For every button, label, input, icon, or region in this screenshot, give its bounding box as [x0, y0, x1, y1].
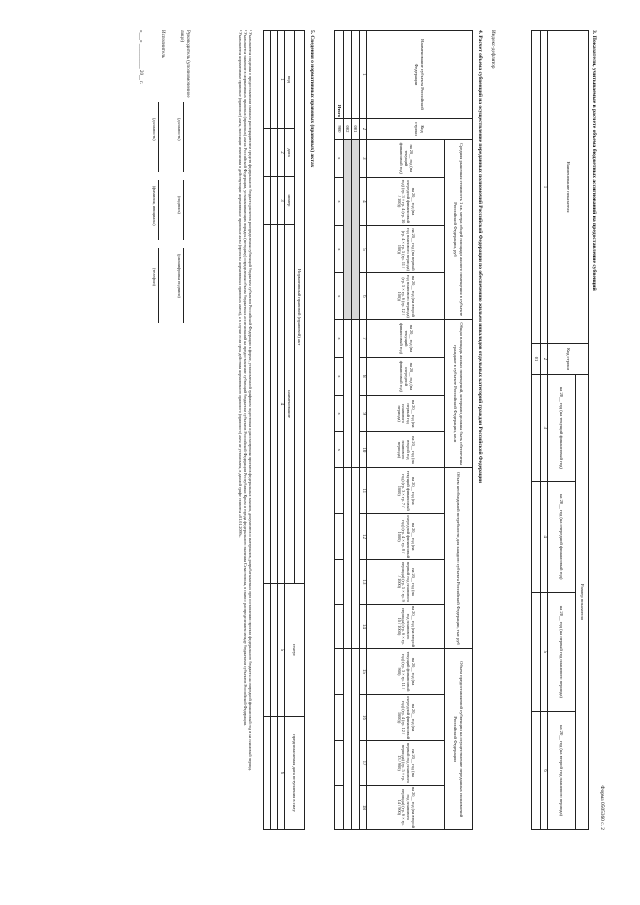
s4-total-cell: x — [335, 357, 344, 395]
signature-line — [183, 102, 184, 172]
table-row — [352, 31, 360, 830]
section5-table — [263, 30, 305, 830]
s4-col: на 20__ год (на второй год планового периода) (гр. 5 × гр. 6 (гр. 12 / 100)) — [367, 273, 445, 320]
s5-col-date: дата — [285, 129, 295, 177]
s4-grp-area: Общая площадь жилых помещений, которыми должны быть обеспечены граждане в субъекте Российской Федерации, кв.м — [445, 320, 473, 468]
s5-col-number: номер — [285, 177, 295, 225]
section4-table — [334, 30, 473, 830]
signature-line — [183, 180, 184, 240]
s4-col: на 20__ год (на текущий финансовый год) (гр. 3 × гр. 11 / 900) — [367, 649, 445, 695]
s3-col-name: Наименование показателя — [548, 31, 589, 344]
cell — [352, 649, 360, 830]
signature-line — [158, 102, 159, 172]
s3-num: 1 — [541, 31, 548, 344]
cell — [352, 31, 360, 119]
cell — [344, 468, 352, 649]
s4-num: 11 — [360, 468, 367, 514]
s5-num: 1 — [278, 31, 285, 129]
caption: (фамилия, инициалы) — [152, 186, 157, 226]
s4-col: на 20__ год (на первый год планового периода) — [367, 395, 445, 431]
signature-line — [158, 248, 159, 323]
s4-total-cell — [335, 604, 344, 649]
s4-col: на 20__ год (на первый год планового периода) (гр. 5 × гр. 9 / 1000) — [367, 560, 445, 604]
cell — [344, 320, 352, 468]
cell — [264, 129, 271, 177]
s4-col: на 20__ год (на первый год планового периода) (гр. 4 × гр. 5 (гр. 11 / 100)) — [367, 226, 445, 273]
s4-total-cell — [335, 560, 344, 604]
s4-total-cell: x — [335, 432, 344, 468]
s3-col-y4: на 20__ год (на второй год планового периода) — [548, 712, 576, 830]
cell — [271, 177, 278, 225]
cell — [264, 225, 271, 584]
caption: (должность) — [177, 118, 182, 141]
signature-line — [183, 248, 184, 323]
cell — [532, 375, 541, 482]
cell — [344, 140, 352, 320]
s4-total-cell: x — [335, 395, 344, 431]
s4-num: 15 — [360, 649, 367, 695]
rotated-form — [75, 30, 605, 830]
s5-num: 6 — [278, 717, 285, 830]
cell — [264, 177, 271, 225]
table-row — [532, 31, 541, 830]
s4-grp-sub: Объем предоставляемой субвенции на осуществление переданных полномочий Российской Федерации — [445, 649, 473, 830]
footnote: ³ Указываются нормативные правовые (правовые) акты, вносящие изменения в действующие нормативные правовые акты (проекты нормативных правовых актов), а в случае если срок действия нормативного правового (правового) акта не установлен, в данной графе ставится «01.01.2099». — [237, 30, 243, 538]
s4-num: 7 — [360, 320, 367, 358]
s3-col-y3: на 20__ год (на первый год планового периода) — [548, 592, 576, 711]
s4-total-cell — [335, 785, 344, 829]
footnote: ¹ Указываются сведения о предоставлении главным распорядителем средств федерального бюджета расчетов распределения субвенций бюджетам субъектов Российской Федерации в форме, установленной графиком подготовки и рассмотрения проектов федеральных законов, документов и материалов, разрабатываемых при составлении проекта федерального бюджета на очередной финансовый год и на плановый период. — [248, 30, 253, 771]
cell — [264, 584, 271, 717]
s4-num: 1 — [360, 31, 367, 119]
s4-total-cell — [335, 514, 344, 560]
s4-col: на 20__ год (на текущий финансовый год) — [367, 320, 445, 358]
s4-number-row — [360, 31, 367, 830]
s3-row-code: 01 — [532, 344, 541, 375]
cell — [271, 225, 278, 584]
s4-row-code: 001 — [352, 119, 360, 140]
s4-col: на 20__ год (на второй год планового периода) (гр. 6 × гр. 10 / 1000) — [367, 604, 445, 649]
table-row — [264, 31, 271, 830]
s3-col-code: Код строки — [548, 344, 589, 375]
s5-group: Нормативный правовой (правовой) акт — [295, 31, 305, 584]
s4-total-code: 900 — [335, 119, 344, 140]
s4-col: на 20__ год (на текущий финансовый год) — [367, 140, 445, 178]
section4-title: 4. Расчет объема субвенций на осуществление переданных полномочий Российской Федерации по обеспечению жильем инвалидов отдельных категорий граждан Российской Федерации — [477, 30, 483, 483]
s4-num: 4 — [360, 177, 367, 226]
cell — [271, 717, 278, 830]
s4-total-cell: x — [335, 320, 344, 358]
s4-num: 12 — [360, 514, 367, 560]
s3-num: 3 — [541, 375, 548, 482]
section3-table — [531, 30, 589, 830]
section3-title: 3. Показатели, учитываемые в расчете объема бюджетных ассигнований на предоставление субвенций — [591, 30, 597, 291]
exec-label: Исполнитель — [160, 30, 165, 58]
s3-col-y2: на 20__ год (на очередной финансовый год) — [548, 481, 576, 592]
s4-col: на 20__ год (на очередной финансовый год) — [367, 357, 445, 395]
s4-col-subject: Наименование субъекта Российской Федерации — [367, 31, 473, 119]
s5-col-title: наименование — [285, 225, 295, 584]
s4-total-cell — [335, 741, 344, 785]
footnote: ² Указывается значение в нормативных правовых (правовых) актах Российской Федерации, устанавливающих порядок (методику) определения объема бюджетных ассигнований на предоставление субвенций бюджетам субъектов Российской Федерации Республики Крым и города федерального значения Севастополя, в связи с распределением между бюджетами субъектов Российской Федерации. — [242, 30, 248, 726]
s4-grp-need: Объем необходимой потребности для каждого субъекта Российской Федерации, тыс руб — [445, 468, 473, 649]
head-label: Руководитель (уполномоченное лицо) — [179, 30, 190, 98]
sign-date: «___» __________ 20__ г. — [138, 30, 143, 84]
cell — [352, 320, 360, 468]
s4-num: 16 — [360, 694, 367, 741]
section5-title: 5. Сведения о нормативных правовых (правовых) актах — [309, 30, 315, 168]
s5-num: 2 — [278, 129, 285, 177]
cell — [264, 717, 271, 830]
cell — [271, 584, 278, 717]
s4-num: 5 — [360, 226, 367, 273]
signature-line — [158, 180, 159, 240]
s4-col: на 20__ год (на очередной финансовый год) (гр. 4 × гр. 8 / 1000) — [367, 514, 445, 560]
cell — [344, 31, 352, 119]
s4-total-cell: x — [335, 140, 344, 178]
s5-num: 5 — [278, 584, 285, 717]
s4-total-cell — [335, 649, 344, 695]
cell — [271, 129, 278, 177]
s4-num: 2 — [360, 119, 367, 140]
s5-col-status: статус — [285, 584, 305, 717]
s3-num: 5 — [541, 592, 548, 711]
s4-row-code: 002 — [344, 119, 352, 140]
cell — [264, 31, 271, 129]
s3-ref-note: Индекс-дефлятор — [490, 30, 496, 69]
s3-num: 6 — [541, 712, 548, 830]
s4-col: на 20__ год (на второй год планового периода) (гр. 6 × гр. 14 / 900) — [367, 785, 445, 829]
table-row — [344, 31, 352, 830]
s4-total-cell — [335, 468, 344, 514]
s4-num: 3 — [360, 140, 367, 178]
s4-grp-cost: Средняя рыночная стоимость 1 кв. метра общей площади жилого помещения в субъекте Российской Федерации, руб — [445, 140, 473, 320]
s4-total-label: Итого — [335, 31, 344, 119]
table-row — [271, 31, 278, 830]
s4-num: 6 — [360, 273, 367, 320]
cell — [344, 649, 352, 830]
caption: (расшифровка подписи) — [177, 254, 182, 298]
s4-num: 9 — [360, 395, 367, 431]
cell — [532, 592, 541, 711]
form-ref: Форма 0505360 с. 2 — [599, 785, 605, 830]
s4-total-cell: x — [335, 177, 344, 226]
s4-num: 10 — [360, 432, 367, 468]
s3-ref-label — [532, 31, 541, 344]
cell — [352, 468, 360, 649]
s4-col: на 20__ год (на очередной финансовый год) (гр. 4 (гр. 12 / 1000)) — [367, 694, 445, 741]
s4-col: на 20__ год (на текущий финансовый год) (гр. 3 × гр. 7 / 1000) — [367, 468, 445, 514]
s3-num: 2 — [541, 344, 548, 375]
s3-col-y1: на 20__ год (на текущий финансовый год) — [548, 375, 576, 482]
s4-total-cell — [335, 694, 344, 741]
s5-num: 3 — [278, 177, 285, 225]
s4-num: 14 — [360, 604, 367, 649]
s5-col-date-eff: предполагаемая дата вступления в силу — [285, 717, 305, 830]
s4-col: на 20__ год (на первый год планового периода) (гр. 5 × гр. 13 / 900) — [367, 741, 445, 785]
s4-num: 17 — [360, 741, 367, 785]
s4-num: 18 — [360, 785, 367, 829]
s3-col-group: Размер показателя — [576, 375, 589, 830]
s4-col: на 20__ год (на второй год планового периода) — [367, 432, 445, 468]
caption: (телефон) — [152, 268, 157, 286]
s4-col-code: Код строки — [367, 119, 473, 140]
cell — [532, 481, 541, 592]
s4-num: 13 — [360, 560, 367, 604]
cell — [532, 712, 541, 830]
s5-num: 4 — [278, 225, 285, 584]
s4-col: на 20__ год (на очередной финансовый год) (гр. 3 × гр. 4 (гр. 10 / 100)) — [367, 177, 445, 226]
s3-num: 4 — [541, 481, 548, 592]
s4-total-cell: x — [335, 273, 344, 320]
cell — [352, 140, 360, 320]
caption: (должность) — [152, 118, 157, 141]
cell — [271, 31, 278, 129]
s4-num: 8 — [360, 357, 367, 395]
caption: (подпись) — [177, 196, 182, 214]
s4-total-row — [335, 31, 344, 830]
s5-col-type: вид — [285, 31, 295, 129]
s4-total-cell: x — [335, 226, 344, 273]
footnotes — [238, 30, 253, 820]
